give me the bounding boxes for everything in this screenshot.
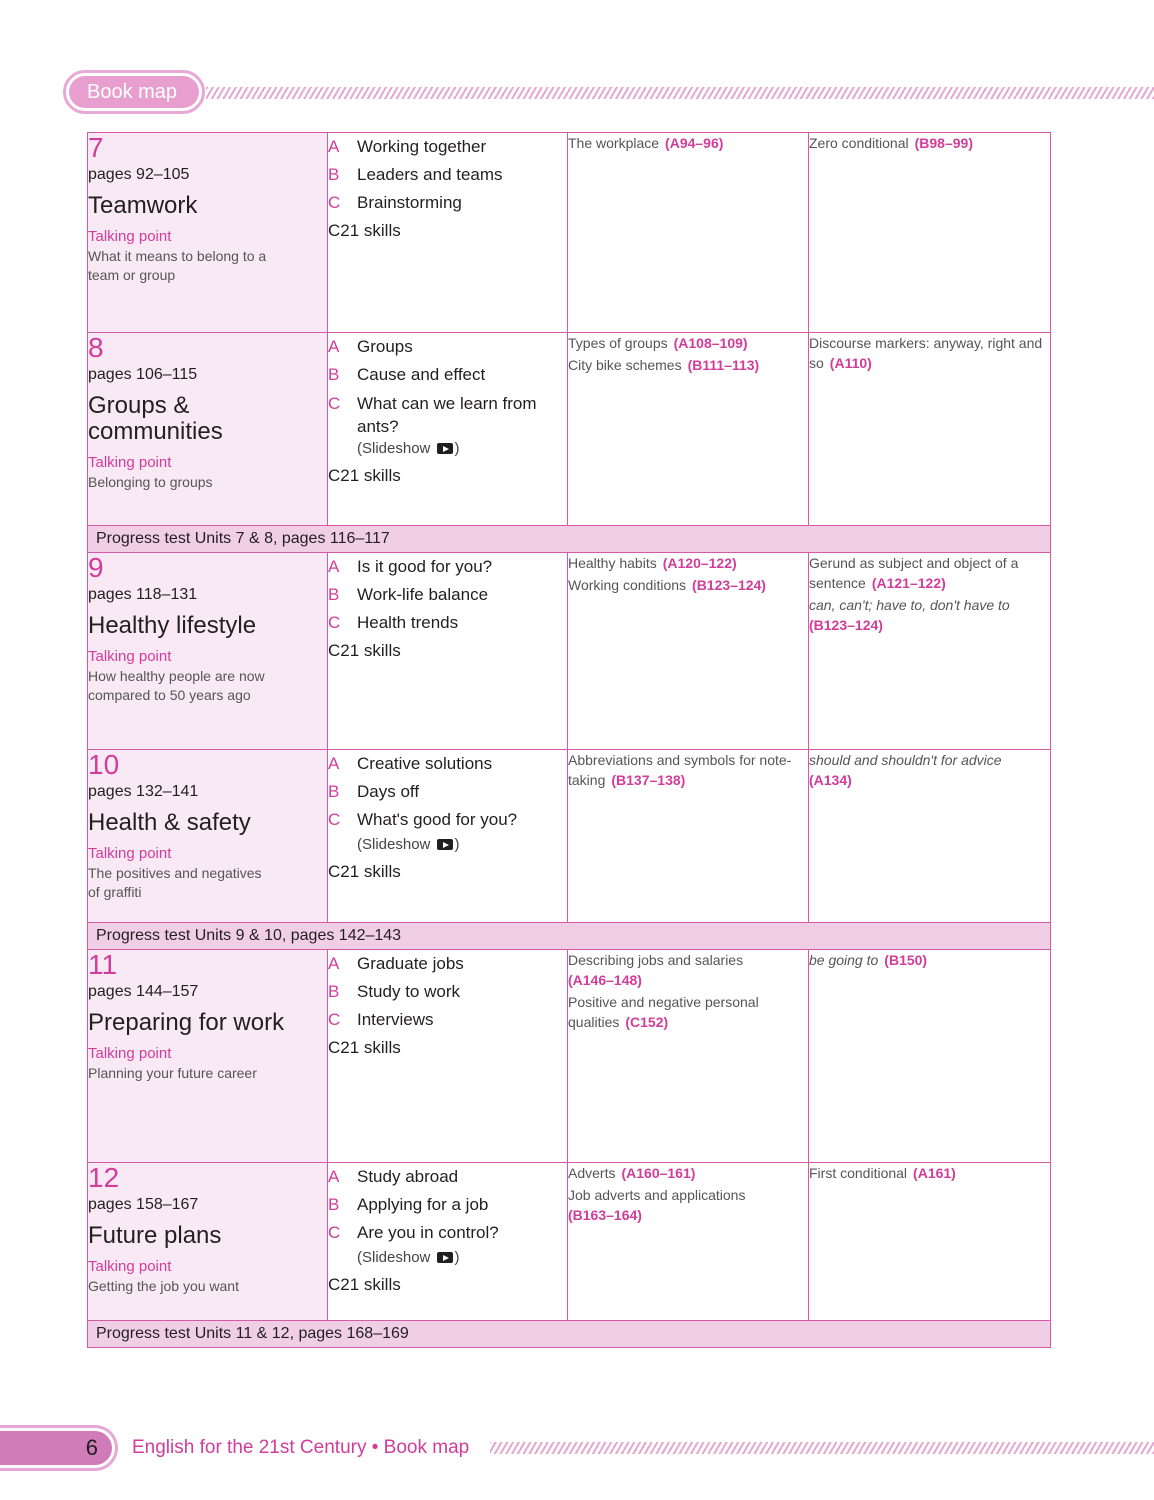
- lesson-item: [328, 609, 567, 637]
- vocabulary-cell: [568, 1163, 809, 1321]
- unit-title: Preparing for work: [88, 1009, 285, 1036]
- item-ref: (A134): [809, 772, 852, 788]
- talking-point-label: Talking point: [88, 1045, 172, 1062]
- talking-point-label: Talking point: [88, 648, 172, 665]
- lessons-cell: [328, 750, 568, 923]
- talking-point-label: Talking point: [88, 845, 172, 862]
- c21-skills: C21 skills: [328, 641, 401, 660]
- vocab-item: [568, 950, 808, 990]
- lesson-item: [328, 1191, 567, 1219]
- lessons-cell: [328, 1163, 568, 1321]
- lesson-letter: A: [328, 137, 340, 156]
- unit-info-cell: [88, 750, 328, 923]
- item-text: Job adverts and applications: [568, 1187, 746, 1203]
- grammar-item: [809, 750, 1050, 790]
- slideshow-label: (Slideshow: [357, 440, 431, 457]
- lesson-title: Are you in control?: [357, 1223, 499, 1242]
- grammar-item: [809, 595, 1050, 635]
- unit-pages: pages 92–105: [88, 166, 190, 183]
- vocabulary-cell: [568, 133, 809, 333]
- progress-test-label: Progress test Units 9 & 10, pages 142–143: [88, 923, 1051, 950]
- grammar-item: [809, 950, 1050, 970]
- lesson-item: [328, 553, 567, 581]
- play-icon: [437, 1252, 453, 1263]
- item-ref: (A161): [913, 1165, 956, 1181]
- lesson-item: [328, 333, 567, 361]
- unit-info-cell: [88, 553, 328, 750]
- lesson-item: [328, 1219, 567, 1247]
- unit-info-cell: [88, 1163, 328, 1321]
- unit-pages: pages 158–167: [88, 1196, 199, 1213]
- item-ref: (A121–122): [871, 575, 946, 591]
- lesson-letter: A: [328, 754, 340, 773]
- vocab-item: [568, 992, 808, 1032]
- lesson-item: [328, 581, 567, 609]
- lesson-title: Study to work: [357, 982, 460, 1001]
- vocab-item: [568, 553, 808, 573]
- lesson-title: Study abroad: [357, 1167, 459, 1186]
- item-text: First conditional: [809, 1165, 908, 1181]
- item-text: Healthy habits: [568, 555, 657, 571]
- lesson-item: [328, 389, 567, 438]
- slideshow-note: (Slideshow ): [357, 836, 460, 853]
- grammar-cell: [809, 133, 1051, 333]
- unit-number: 9: [88, 552, 104, 583]
- lesson-title: Is it good for you?: [357, 557, 493, 576]
- vocabulary-cell: [568, 553, 809, 750]
- slideshow-label: (Slideshow: [357, 836, 431, 853]
- unit-row: [88, 553, 1051, 750]
- vocab-item: [568, 750, 808, 790]
- page-number-badge: [0, 1425, 118, 1471]
- unit-number: 8: [88, 332, 104, 363]
- footer-hatch-decoration: [490, 1442, 1154, 1454]
- lesson-item: [328, 133, 567, 161]
- item-ref: (B163–164): [568, 1207, 642, 1223]
- unit-row: [88, 750, 1051, 923]
- vocab-item: [568, 1163, 808, 1183]
- c21-skills: C21 skills: [328, 1038, 401, 1057]
- lesson-item: [328, 778, 567, 806]
- lessons-cell: [328, 333, 568, 526]
- progress-test-row: [88, 526, 1051, 553]
- lesson-item: [328, 1163, 567, 1191]
- c21-skills: C21 skills: [328, 221, 401, 240]
- slideshow-note: (Slideshow ): [357, 1249, 460, 1266]
- lesson-letter: C: [328, 1010, 341, 1029]
- lesson-item: [328, 189, 567, 217]
- footer-title: English for the 21st Century • Book map: [132, 1437, 470, 1458]
- item-ref: (A94–96): [665, 135, 724, 151]
- progress-test-row: [88, 923, 1051, 950]
- talking-point-label: Talking point: [88, 454, 172, 471]
- talking-point-text: Belonging to groups: [88, 474, 213, 490]
- grammar-cell: [809, 750, 1051, 923]
- talking-point-label: Talking point: [88, 228, 172, 245]
- lesson-title: Creative solutions: [357, 754, 493, 773]
- lesson-item: [328, 978, 567, 1006]
- vocab-item: [568, 1185, 808, 1225]
- c21-skills: C21 skills: [328, 862, 401, 881]
- lesson-title: Days off: [357, 782, 420, 801]
- page-number: 6: [0, 1431, 112, 1465]
- unit-row: [88, 950, 1051, 1163]
- lesson-item: [328, 750, 567, 778]
- unit-number: 12: [88, 1162, 120, 1193]
- item-text: The workplace: [568, 135, 660, 151]
- item-ref: (C152): [625, 1014, 669, 1030]
- item-text: Adverts: [568, 1165, 616, 1181]
- item-ref: (B123–124): [809, 617, 883, 633]
- item-text: Describing jobs and salaries: [568, 952, 744, 968]
- lesson-letter: C: [328, 193, 341, 212]
- item-text: can, can't; have to, don't have to: [809, 597, 1010, 613]
- lesson-item: [328, 950, 567, 978]
- lesson-title: Health trends: [357, 613, 459, 632]
- lesson-title: What's good for you?: [357, 810, 518, 829]
- item-ref: (B123–124): [692, 577, 766, 593]
- item-ref: (B150): [884, 952, 928, 968]
- lesson-letter: B: [328, 365, 340, 384]
- grammar-cell: [809, 1163, 1051, 1321]
- lesson-title: Working together: [357, 137, 487, 156]
- lesson-item: [328, 806, 567, 834]
- unit-pages: pages 106–115: [88, 366, 198, 383]
- grammar-item: [809, 133, 1050, 153]
- unit-info-cell: [88, 333, 328, 526]
- lesson-letter: B: [328, 585, 340, 604]
- unit-title: Groups & communities: [88, 392, 223, 445]
- grammar-item: [809, 553, 1050, 593]
- slideshow-label: (Slideshow: [357, 1249, 431, 1266]
- item-text: Zero conditional: [809, 135, 909, 151]
- progress-test-label: Progress test Units 11 & 12, pages 168–169: [88, 1321, 1051, 1348]
- item-text: Positive and negative personal qualities: [568, 994, 759, 1030]
- lesson-title: Brainstorming: [357, 193, 462, 212]
- book-map-table: [87, 132, 1051, 1348]
- item-ref: (B111–113): [687, 357, 760, 373]
- talking-point-text: What it means to belong to a team or group: [88, 248, 267, 283]
- unit-row: [88, 1163, 1051, 1321]
- item-text: be going to: [809, 952, 879, 968]
- item-text: Discourse markers: anyway, right and so: [809, 335, 1043, 371]
- unit-info-cell: [88, 950, 328, 1163]
- item-ref: (B137–138): [611, 772, 686, 788]
- unit-title: Future plans: [88, 1222, 222, 1249]
- lessons-cell: [328, 133, 568, 333]
- item-text: City bike schemes: [568, 357, 682, 373]
- unit-number: 11: [88, 949, 118, 980]
- lessons-cell: [328, 950, 568, 1163]
- lesson-letter: A: [328, 337, 340, 356]
- vocab-item: [568, 133, 808, 153]
- lesson-item: [328, 1006, 567, 1034]
- vocab-item: [568, 333, 808, 353]
- lesson-letter: C: [328, 613, 341, 632]
- lesson-letter: B: [328, 982, 340, 1001]
- lesson-title: Leaders and teams: [357, 165, 503, 184]
- item-text: Types of groups: [568, 335, 668, 351]
- lesson-title: Applying for a job: [357, 1195, 489, 1214]
- unit-title: Teamwork: [88, 192, 198, 219]
- lesson-title: Groups: [357, 337, 413, 356]
- vocabulary-cell: [568, 950, 809, 1163]
- lesson-letter: B: [328, 1195, 340, 1214]
- lesson-item: [328, 161, 567, 189]
- talking-point-text: Getting the job you want: [88, 1278, 239, 1294]
- c21-skills: C21 skills: [328, 466, 401, 485]
- unit-pages: pages 118–131: [88, 586, 198, 603]
- talking-point-text: How healthy people are now compared to 50 years ago: [88, 668, 265, 703]
- unit-number: 7: [88, 132, 104, 163]
- item-ref: (A110): [829, 355, 872, 371]
- grammar-item: [809, 1163, 1050, 1183]
- lesson-title: Work-life balance: [357, 585, 489, 604]
- lesson-letter: A: [328, 1167, 340, 1186]
- unit-pages: pages 132–141: [88, 783, 199, 800]
- item-ref: (B98–99): [914, 135, 973, 151]
- slideshow-note: (Slideshow ): [357, 440, 460, 457]
- play-icon: [437, 839, 453, 850]
- vocab-item: [568, 355, 808, 375]
- item-text: Abbreviations and symbols for note-taking: [568, 752, 792, 788]
- unit-info-cell: [88, 133, 328, 333]
- lesson-letter: C: [328, 810, 341, 829]
- lesson-letter: A: [328, 954, 340, 973]
- lesson-item: [328, 361, 567, 389]
- lesson-letter: C: [328, 1223, 341, 1242]
- lesson-letter: C: [328, 394, 341, 413]
- lesson-title: Interviews: [357, 1010, 434, 1029]
- talking-point-label: Talking point: [88, 1258, 172, 1275]
- vocabulary-cell: [568, 333, 809, 526]
- item-text: Gerund as subject and object of a sentence: [809, 555, 1019, 591]
- progress-test-label: Progress test Units 7 & 8, pages 116–117: [88, 526, 1051, 553]
- item-ref: (A108–109): [673, 335, 748, 351]
- item-ref: (A160–161): [621, 1165, 696, 1181]
- vocabulary-cell: [568, 750, 809, 923]
- lesson-title: Graduate jobs: [357, 954, 464, 973]
- lesson-title: Cause and effect: [357, 365, 486, 384]
- grammar-cell: [809, 950, 1051, 1163]
- lesson-title: What can we learn from ants?: [357, 394, 537, 436]
- grammar-cell: [809, 333, 1051, 526]
- unit-title: Health & safety: [88, 809, 251, 836]
- grammar-cell: [809, 553, 1051, 750]
- c21-skills: C21 skills: [328, 1275, 401, 1294]
- lesson-letter: A: [328, 557, 340, 576]
- grammar-item: [809, 333, 1050, 373]
- unit-pages: pages 144–157: [88, 983, 199, 1000]
- item-text: Working conditions: [568, 577, 687, 593]
- unit-row: [88, 333, 1051, 526]
- lesson-letter: B: [328, 165, 340, 184]
- lesson-letter: B: [328, 782, 340, 801]
- unit-title: Healthy lifestyle: [88, 612, 257, 639]
- lessons-cell: [328, 553, 568, 750]
- unit-number: 10: [88, 749, 120, 780]
- vocab-item: [568, 575, 808, 595]
- talking-point-text: The positives and negatives of graffiti: [88, 865, 262, 900]
- talking-point-text: Planning your future career: [88, 1065, 257, 1081]
- progress-test-row: [88, 1321, 1051, 1348]
- unit-row: [88, 133, 1051, 333]
- item-text: should and shouldn't for advice: [809, 752, 1002, 768]
- play-icon: [437, 443, 453, 454]
- header-hatch-decoration: [206, 87, 1154, 99]
- item-ref: (A120–122): [662, 555, 737, 571]
- header-badge: [63, 70, 205, 114]
- item-ref: (A146–148): [568, 972, 642, 988]
- header-title: Book map: [69, 76, 199, 108]
